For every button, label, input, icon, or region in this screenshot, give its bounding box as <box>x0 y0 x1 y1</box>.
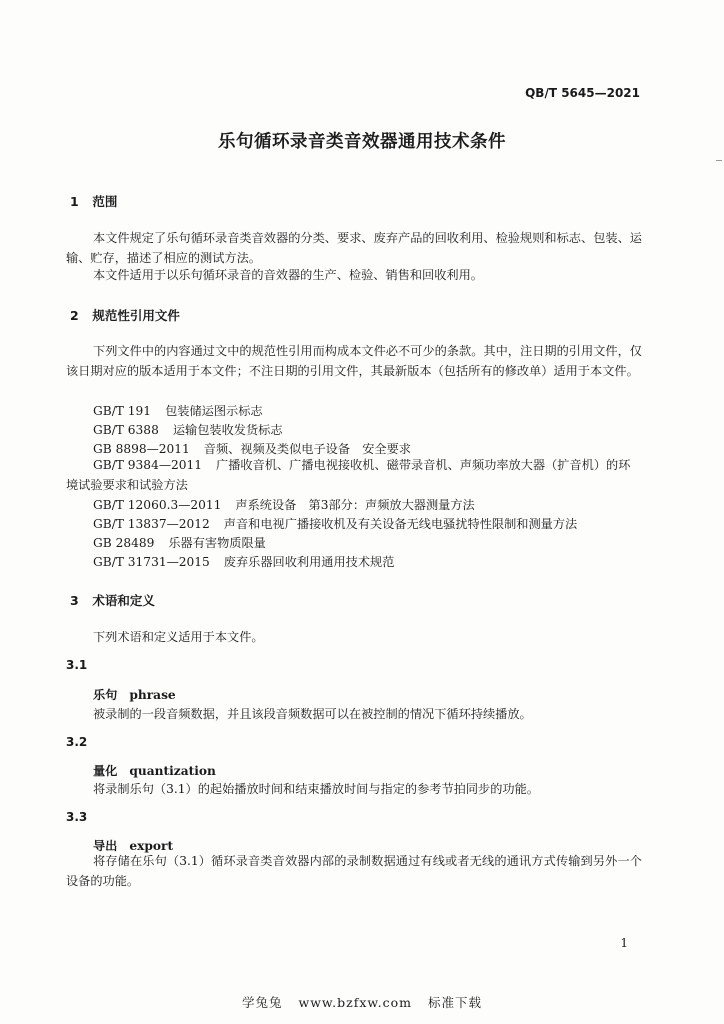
reference-code: GB 8898—2011 <box>93 442 190 456</box>
footer-tagline: 标准下载 <box>427 995 482 1010</box>
reference-title: 乐器有害物质限量 <box>168 536 266 550</box>
standard-code: QB/T 5645—2021 <box>525 86 640 100</box>
footer-url[interactable]: www.bzfxw.com <box>298 995 412 1010</box>
term-definition: 将存储在乐句（3.1）循环录音类音效器内部的录制数据通过有线或者无线的通讯方式传输到另外一个设备的功能。 <box>66 854 642 888</box>
section-title: 规范性引用文件 <box>92 308 180 323</box>
normative-references-intro: 下列文件中的内容通过文中的规范性引用而构成本文件必不可少的条款。其中，注日期的引用文件，仅该日期对应的版本适用于本文件；不注日期的引用文件，其最新版本（包括所有的修改单）适用于本文件。 <box>66 344 642 378</box>
reference-code: GB/T 9384—2011 <box>93 458 203 472</box>
section-1-heading <box>70 192 117 210</box>
reference-item <box>93 440 411 457</box>
term-chinese: 量化 <box>93 764 118 778</box>
scope-paragraph-1: 本文件规定了乐句循环录音类音效器的分类、要求、废弃产品的回收利用、检验规则和标志、包装、运输、贮存，描述了相应的测试方法。 <box>66 231 642 265</box>
term-chinese: 乐句 <box>93 688 118 702</box>
scan-edge-mark <box>716 160 722 161</box>
term-definition: 被录制的一段音频数据，并且该段音频数据可以在被控制的情况下循环持续播放。 <box>93 707 532 721</box>
reference-code: GB/T 191 <box>93 404 152 418</box>
reference-item <box>93 402 263 419</box>
term-chinese: 导出 <box>93 839 118 853</box>
reference-item <box>93 421 283 438</box>
reference-code: GB 28489 <box>93 536 155 550</box>
term-number: 3.2 <box>66 735 88 749</box>
document-title: 乐句循环录音类音效器通用技术条件 <box>218 132 506 152</box>
footer-site-name: 学兔兔 <box>242 995 283 1010</box>
scope-paragraph-2: 本文件适用于以乐句循环录音的音效器的生产、检验、销售和回收利用。 <box>93 268 483 282</box>
reference-item <box>93 496 475 513</box>
section-3-heading <box>70 591 155 609</box>
page-number: 1 <box>620 936 628 950</box>
reference-code: GB/T 6388 <box>93 423 159 437</box>
watermark-footer <box>0 993 724 1011</box>
section-number: 3 <box>70 593 79 608</box>
term-number: 3.3 <box>66 810 88 824</box>
reference-title: 声系统设备 第3部分：声频放大器测量方法 <box>235 498 475 512</box>
reference-title: 包装储运图示标志 <box>165 404 263 418</box>
section-title: 范围 <box>92 194 118 209</box>
reference-code: GB/T 12060.3—2011 <box>93 498 222 512</box>
section-number: 1 <box>70 194 79 209</box>
section-number: 2 <box>70 308 79 323</box>
term-english: phrase <box>129 688 176 702</box>
reference-item <box>93 534 266 551</box>
reference-item <box>93 553 394 570</box>
reference-title: 运输包装收发货标志 <box>172 423 283 437</box>
section-2-heading <box>70 306 180 324</box>
term-english: quantization <box>129 764 216 778</box>
section-title: 术语和定义 <box>92 593 155 608</box>
term-definition: 将录制乐句（3.1）的起始播放时间和结束播放时间与指定的参考节拍同步的功能。 <box>93 782 539 796</box>
term-number: 3.1 <box>66 658 88 672</box>
reference-title: 声音和电视广播接收机及有关设备无线电骚扰特性限制和测量方法 <box>223 517 578 531</box>
term-english: export <box>129 839 174 853</box>
reference-item <box>66 456 642 495</box>
term-heading <box>93 686 176 703</box>
terms-intro: 下列术语和定义适用于本文件。 <box>93 630 264 644</box>
reference-title: 废弃乐器回收利用通用技术规范 <box>223 555 395 569</box>
reference-item <box>93 515 577 532</box>
reference-code: GB/T 31731—2015 <box>93 555 210 569</box>
reference-title: 广播收音机、广播电视接收机、磁带录音机、声频功率放大器（扩音机）的环境试验要求和试验方法 <box>66 458 631 492</box>
reference-title: 音频、视频及类似电子设备 安全要求 <box>203 442 411 456</box>
reference-code: GB/T 13837—2012 <box>93 517 210 531</box>
term-heading <box>93 762 216 779</box>
